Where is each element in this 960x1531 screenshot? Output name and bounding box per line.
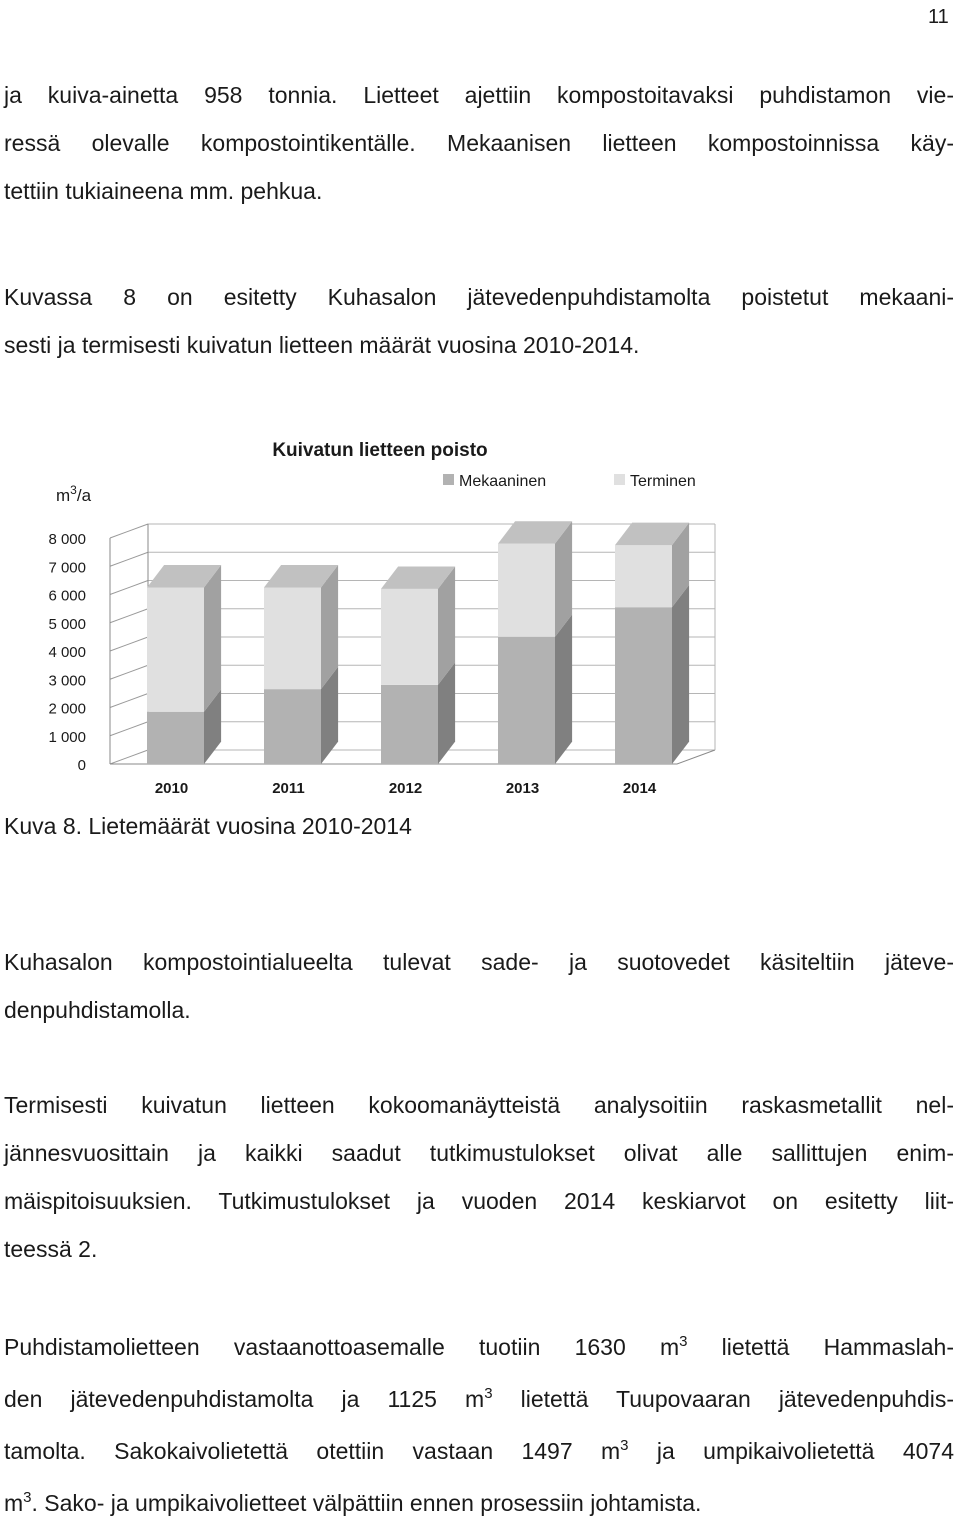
text-segment: ja umpikaivolietettä 4074	[628, 1438, 954, 1464]
text-line: denpuhdistamolla.	[4, 997, 191, 1023]
bar-side-2013-mekaaninen	[555, 614, 572, 764]
bar-2010-mekaaninen	[147, 712, 204, 764]
text-line	[4, 1479, 954, 1531]
x-tick-label: 2014	[622, 780, 657, 797]
gridline-side	[110, 524, 148, 538]
bar-2012-mekaaninen	[381, 685, 438, 764]
gridline-side	[110, 552, 148, 566]
text-segment: den jätevedenpuhdistamolta ja 1125 m	[4, 1386, 485, 1412]
text-segment: tamolta. Sakokaivolietettä otettiin vastaan 1497 m	[4, 1438, 621, 1464]
chart-bars	[147, 521, 689, 764]
gridline-side	[110, 750, 148, 764]
x-tick-label: 2011	[272, 780, 305, 797]
text-segment: Puhdistamolietteen vastaanottoasemalle tuotiin 1630 m	[4, 1334, 680, 1360]
text-line	[4, 1323, 954, 1375]
x-axis-ticks	[155, 780, 657, 797]
x-tick-label: 2013	[505, 780, 540, 797]
bar-2011-mekaaninen	[264, 689, 321, 764]
bar-2011-terminen	[264, 587, 321, 689]
y-tick-label: 7 000	[48, 559, 86, 577]
y-tick-label: 1 000	[48, 728, 86, 746]
text-segment: lietettä Tuupovaaran jätevedenpuhdis-	[492, 1386, 955, 1412]
y-axis-ticks	[48, 531, 86, 774]
chart-title: Kuivatun lietteen poisto	[272, 440, 488, 461]
y-tick-label: 0	[77, 757, 86, 774]
text-segment: . Sako- ja umpikaivolietteet välpättiin ennen prosessiin johtamista.	[31, 1490, 702, 1516]
superscript: 3	[679, 1333, 688, 1350]
legend-label-terminen: Terminen	[630, 473, 696, 490]
y-tick-label: 3 000	[48, 672, 86, 690]
gridline-side	[110, 581, 148, 595]
y-tick-label: 2 000	[48, 700, 86, 718]
text-line	[4, 1427, 954, 1479]
x-tick-label: 2010	[154, 780, 189, 797]
y-axis-label	[56, 483, 92, 505]
paragraph-sludge-reception	[4, 1323, 954, 1531]
text-line: sesti ja termisesti kuivatun lietteen määrät vuosina 2010-2014.	[4, 332, 640, 358]
superscript: 3	[620, 1437, 629, 1454]
x-tick-label: 2012	[388, 780, 423, 797]
bar-side-2010-terminen	[204, 565, 221, 712]
bar-2014-mekaaninen	[615, 607, 672, 764]
text-line: tettiin tukiaineena mm. pehkua.	[4, 178, 323, 204]
text-line: Kuhasalon kompostointialueelta tulevat sade- ja suotovedet käsiteltiin jäteve-	[4, 949, 954, 975]
bar-2014-terminen	[615, 545, 672, 607]
gridline-side	[110, 694, 148, 708]
gridline-side	[110, 665, 148, 679]
text-line: teessä 2.	[4, 1236, 98, 1262]
y-axis-label-base: m	[56, 486, 71, 505]
y-axis-label-tail: /a	[76, 486, 92, 505]
text-line: jännesvuosittain ja kaikki saadut tutkimustulokset olivat alle sallittujen enim-	[4, 1140, 954, 1166]
legend-swatch-mekaaninen	[443, 474, 454, 485]
gridline-side	[110, 637, 148, 651]
legend-label-mekaaninen: Mekaaninen	[459, 473, 547, 490]
text-line	[4, 1375, 954, 1427]
superscript: 3	[23, 1489, 32, 1506]
bar-2013-mekaaninen	[498, 637, 555, 764]
paragraph-compost-field	[4, 71, 954, 215]
text-line: Termisesti kuivatun lietteen kokoomanäytteistä analysoitiin raskasmetallit nel-	[4, 1092, 954, 1118]
y-tick-label: 6 000	[48, 587, 86, 605]
legend-swatch-terminen	[614, 474, 625, 485]
gridline-side	[110, 722, 148, 736]
sludge-removal-chart	[0, 420, 960, 810]
paragraph-runoff-water	[4, 938, 954, 1034]
bar-2013-terminen	[498, 544, 555, 637]
text-segment: m	[4, 1490, 24, 1516]
bar-2010-terminen	[147, 587, 204, 711]
bar-side-2014-mekaaninen	[672, 585, 689, 764]
gridline-side	[110, 609, 148, 623]
text-line: ja kuiva-ainetta 958 tonnia. Lietteet ajettiin kompostoitavaksi puhdistamon vie-	[4, 82, 954, 108]
text-line: ressä olevalle kompostointikentälle. Mekaanisen lietteen kompostoinnissa käy-	[4, 130, 954, 156]
superscript: 3	[484, 1385, 493, 1402]
paragraph-heavy-metals	[4, 1081, 954, 1273]
text-segment: lietettä Hammaslah-	[687, 1334, 954, 1360]
bar-2012-terminen	[381, 589, 438, 685]
y-tick-label: 5 000	[48, 615, 86, 633]
y-tick-label: 4 000	[48, 644, 86, 661]
text-line: Kuvassa 8 on esitetty Kuhasalon jätevedenpuhdistamolta poistetut mekaani-	[4, 284, 954, 310]
text-line: mäispitoisuuksien. Tutkimustulokset ja vuoden 2014 keskiarvot on esitetty liit-	[4, 1188, 954, 1214]
page-number: 11	[928, 6, 949, 28]
paragraph-figure-intro	[4, 273, 954, 369]
y-tick-label: 8 000	[48, 531, 86, 548]
y-axis-label-sup: 3	[70, 483, 77, 497]
figure-caption: Kuva 8. Lietemäärät vuosina 2010-2014	[4, 813, 412, 839]
